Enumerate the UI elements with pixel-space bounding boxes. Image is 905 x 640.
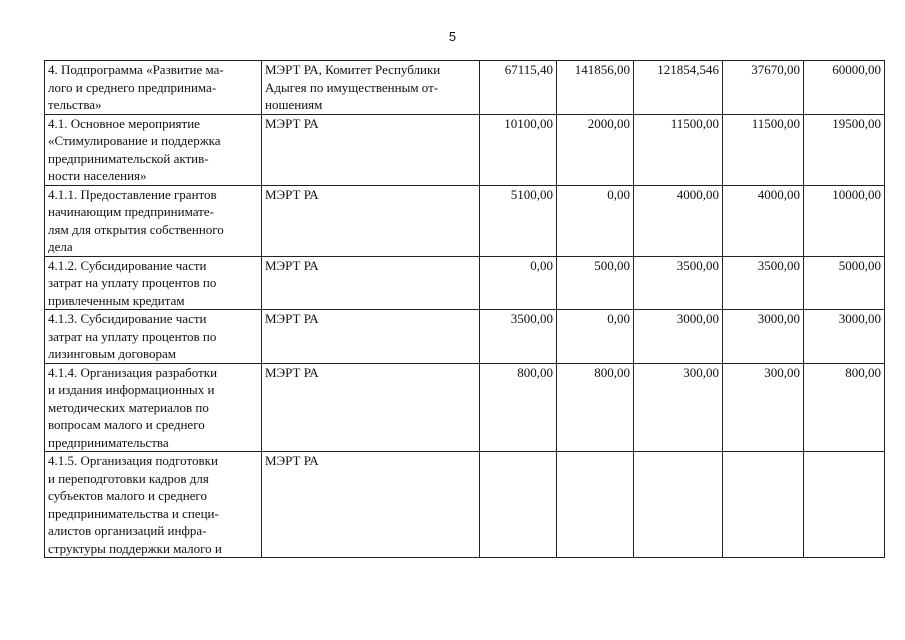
measure-name-cell xyxy=(45,363,262,452)
executor-name: МЭРТ РА xyxy=(265,364,319,380)
measure-name: 4.1.4. Организация разработки и издания информационных и методических материалов по вопросам малого и среднего предпринимательства xyxy=(48,364,218,450)
executor-cell xyxy=(262,61,480,115)
value-cell: 60000,00 xyxy=(804,61,885,115)
value-cell: 5000,00 xyxy=(804,256,885,310)
value-cell xyxy=(634,452,723,558)
value-cell xyxy=(557,452,634,558)
value-cell: 800,00 xyxy=(480,363,557,452)
executor-name: МЭРТ РА xyxy=(265,453,319,468)
table-row xyxy=(45,114,885,185)
table-row xyxy=(45,363,885,452)
value-cell: 4000,00 xyxy=(723,185,804,256)
value-cell: 800,00 xyxy=(804,363,885,452)
value-cell: 500,00 xyxy=(557,256,634,310)
value-cell: 19500,00 xyxy=(804,114,885,185)
value-cell xyxy=(723,452,804,558)
value-cell xyxy=(480,452,557,558)
value-cell: 0,00 xyxy=(557,185,634,256)
measure-name: 4.1.5. Организация подготовки и переподготовки кадров для субъектов малого и среднего предпринимательства и специ- алистов организаций инфра- структуры поддержки малого и xyxy=(48,453,222,556)
value-cell: 2000,00 xyxy=(557,114,634,185)
table-row xyxy=(45,310,885,364)
value-cell xyxy=(804,452,885,558)
table-row xyxy=(45,185,885,256)
executor-cell xyxy=(262,310,480,364)
executor-cell xyxy=(262,185,480,256)
measure-name: 4. Подпрограмма «Развитие ма- лого и среднего предпринима- тельства» xyxy=(48,62,224,112)
executor-cell xyxy=(262,363,480,452)
value-cell: 3500,00 xyxy=(723,256,804,310)
measure-name-cell xyxy=(45,185,262,256)
executor-name: МЭРТ РА xyxy=(265,311,319,326)
value-cell: 0,00 xyxy=(480,256,557,310)
value-cell: 300,00 xyxy=(723,363,804,452)
value-cell: 3500,00 xyxy=(480,310,557,364)
executor-name: МЭРТ РА xyxy=(265,115,319,131)
value-cell: 37670,00 xyxy=(723,61,804,115)
measure-name: 4.1.3. Субсидирование части затрат на уплату процентов по лизинговым договорам xyxy=(48,311,217,361)
value-cell: 0,00 xyxy=(557,310,634,364)
value-cell: 11500,00 xyxy=(723,114,804,185)
value-cell: 4000,00 xyxy=(634,185,723,256)
value-cell: 3000,00 xyxy=(804,310,885,364)
measure-name: 4.1.2. Субсидирование части затрат на уплату процентов по привлеченным кредитам xyxy=(48,257,217,308)
value-cell: 3500,00 xyxy=(634,256,723,310)
executor-cell xyxy=(262,452,480,558)
value-cell: 10100,00 xyxy=(480,114,557,185)
executor-name: МЭРТ РА xyxy=(265,257,319,273)
measure-name-cell xyxy=(45,310,262,364)
value-cell: 10000,00 xyxy=(804,185,885,256)
value-cell: 3000,00 xyxy=(723,310,804,364)
executor-cell xyxy=(262,256,480,310)
value-cell: 3000,00 xyxy=(634,310,723,364)
measure-name: 4.1.1. Предоставление грантов начинающим предпринимате- лям для открытия собственного дела xyxy=(48,186,224,254)
value-cell: 121854,546 xyxy=(634,61,723,115)
table-row xyxy=(45,256,885,310)
table-row xyxy=(45,61,885,115)
value-cell: 67115,40 xyxy=(480,61,557,115)
executor-name: МЭРТ РА, Комитет Республики Адыгея по имущественным от- ношениям xyxy=(265,62,441,112)
table-row xyxy=(45,452,885,558)
budget-table xyxy=(44,60,885,558)
measure-name-cell xyxy=(45,256,262,310)
page-number: 5 xyxy=(448,29,457,44)
executor-name: МЭРТ РА xyxy=(265,186,319,202)
value-cell: 800,00 xyxy=(557,363,634,452)
value-cell: 5100,00 xyxy=(480,185,557,256)
executor-cell xyxy=(262,114,480,185)
value-cell: 300,00 xyxy=(634,363,723,452)
measure-name-cell xyxy=(45,114,262,185)
value-cell: 141856,00 xyxy=(557,61,634,115)
measure-name-cell xyxy=(45,61,262,115)
measure-name-cell xyxy=(45,452,262,558)
measure-name: 4.1. Основное мероприятие «Стимулирование и поддержка предпринимательской актив- ности населения» xyxy=(48,115,221,183)
value-cell: 11500,00 xyxy=(634,114,723,185)
